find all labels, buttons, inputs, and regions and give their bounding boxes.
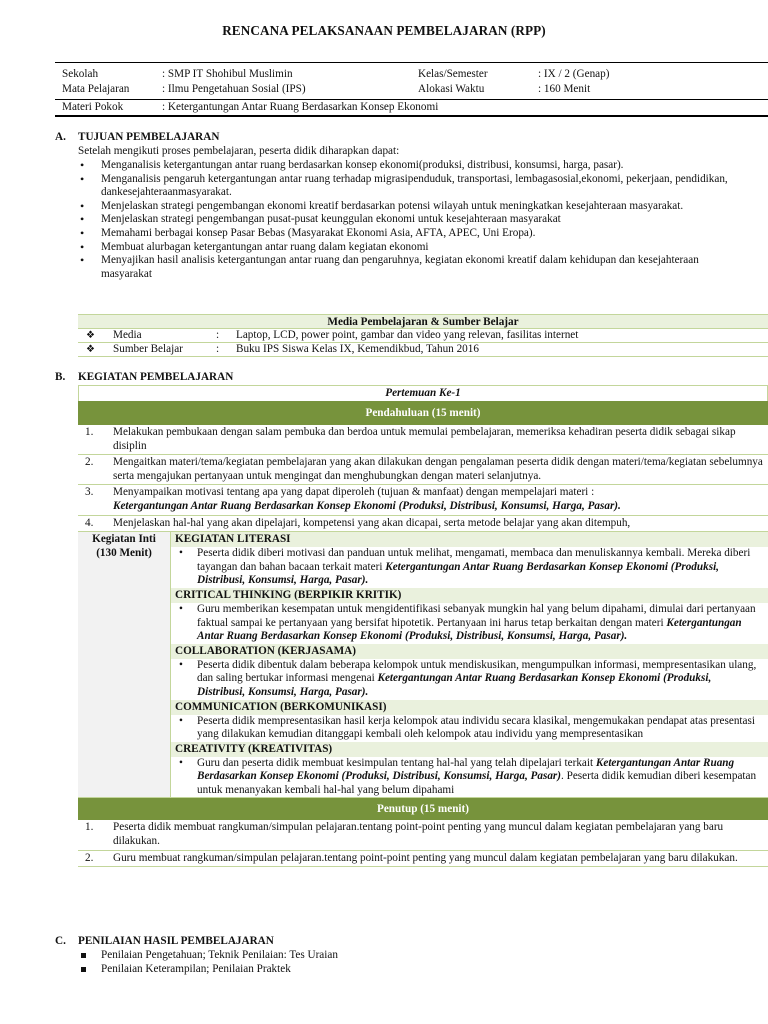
list-item: • Menjelaskan strategi pengembangan ekonomi kreatif berdasarkan potensi wilayah untuk meningkatkan kesejahteraan masyarakat. (78, 200, 748, 214)
row-text: Menjelaskan hal-hal yang akan dipelajari, kompetensi yang akan dicapai, serta metode belajar yang akan ditempuh, (113, 516, 631, 529)
alokasi-value: : 160 Menit (538, 83, 591, 95)
mapel-label: Mata Pelajaran (62, 83, 130, 95)
section-c-letter: C. (55, 935, 66, 947)
creat-emphasis: Ketergantungan Antar Ruang Berdasarkan Konsep Ekonomi (Produksi, Distribusi, Konsumsi, Harga, Pasar) (197, 756, 735, 783)
kelas-value: : IX / 2 (Genap) (538, 68, 610, 80)
comm-heading: COMMUNICATION (BERKOMUNIKASI) (171, 700, 768, 715)
row-text: Guru membuat rangkuman/simpulan pelajaran.tentang point-point penting yang muncul dalam kegiatan pembelajaran yang baru dilakukan. (113, 851, 738, 864)
inti-label-line-2: (130 Menit) (96, 546, 152, 559)
penutup-header: Penutup (15 menit) (78, 798, 768, 820)
critical-item (171, 603, 768, 644)
row-number: 3. (85, 486, 94, 499)
list-item: • Menyajikan hasil analisis ketergantungan antar ruang dan pengaruhnya, kegiatan ekonomi kreatif dalam kehidupan dan kesejahteraan masyarakat (78, 254, 748, 281)
critical-heading: CRITICAL THINKING (BERPIKIR KRITIK) (171, 588, 768, 603)
pertemuan-header: Pertemuan Ke-1 (78, 385, 768, 401)
document-title: RENCANA PELAKSANAAN PEMBELAJARAN (RPP) (222, 23, 546, 38)
media-table-header: Media Pembelajaran & Sumber Belajar (78, 314, 768, 329)
penilaian-list (78, 949, 338, 976)
kegiatan-inti-block (78, 532, 768, 798)
row-text: Peserta didik membuat rangkuman/simpulan pelajaran.tentang point-point penting yang muncul dalam kegiatan pembelajaran yang baru dilakukan. (113, 821, 724, 848)
kegiatan-table (78, 385, 768, 867)
mapel-value: : Ilmu Pengetahuan Sosial (IPS) (162, 83, 306, 95)
list-item: • Menganalisis ketergantungan antar ruang berdasarkan konsep ekonomi(produksi, distribusi, konsumsi, harga, pasar). (78, 159, 748, 173)
critical-text: Guru memberikan kesempatan untuk mengidentifikasi sebanyak mungkin hal yang belum dipahami, dimulai dari pertanyaan faktual sampai ke pertanyaan yang bersifat hipotetik. Pertanyaan ini harus tetap berkaitan dengan materi (197, 602, 756, 629)
list-item: • Membuat alurbagan ketergantungan antar ruang dalam kegiatan ekonomi (78, 241, 748, 255)
row-number: 2. (85, 851, 94, 864)
sekolah-label: Sekolah (62, 68, 99, 80)
alokasi-label: Alokasi Waktu (418, 83, 485, 95)
collab-heading: COLLABORATION (KERJASAMA) (171, 644, 768, 659)
kegiatan-inti-label (78, 532, 171, 797)
table-row (78, 516, 768, 533)
identity-table (55, 62, 768, 117)
sekolah-value: : SMP IT Shohibul Muslimin (162, 68, 293, 80)
table-row (78, 485, 768, 515)
identity-row-1 (55, 66, 768, 81)
section-a-letter: A. (55, 131, 66, 143)
creat-item (171, 757, 768, 798)
row-text: Melakukan pembukaan dengan salam pembuka dan berdoa untuk memulai pembelajaran, memeriksa kehadiran peserta didik sebagai sikap disiplin (113, 426, 736, 452)
sumber-row (78, 343, 768, 357)
creat-heading: CREATIVITY (KREATIVITAS) (171, 742, 768, 757)
creat-text: Guru dan peserta didik membuat kesimpulan tentang hal-hal yang telah dipelajari terkait (197, 756, 594, 769)
section-b-title: KEGIATAN PEMBELAJARAN (78, 371, 234, 383)
materi-label: Materi Pokok (62, 101, 124, 113)
list-item: • Menganalisis pengaruh ketergantungan antar ruang terhadap migrasipenduduk, transportasi, lembagasosial,ekonomi, pekerjaan, pendidikan, dankesejahteraanmasyarakat. (78, 173, 748, 200)
literasi-heading: KEGIATAN LITERASI (171, 532, 768, 547)
list-item: Penilaian Keterampilan; Penilaian Praktek (78, 963, 338, 977)
inti-label-line-1: Kegiatan Inti (92, 533, 156, 546)
list-item: • Memahami berbagai konsep Pasar Bebas (Masyarakat Ekonomi Asia, AFTA, APEC, Uni Eropa). (78, 227, 748, 241)
comm-item (171, 715, 768, 742)
creat-tail: . Peserta didik kemudian diberi kesempatan untuk menanyakan kembali hal-hal yang belum dipahami (197, 770, 757, 796)
row-number: 2. (85, 456, 94, 469)
row-number: 1. (85, 821, 94, 834)
diamond-bullet-icon: ❖ (86, 330, 95, 341)
tujuan-list (78, 159, 748, 281)
row-emphasis: Ketergantungan Antar Ruang Berdasarkan Konsep Ekonomi (Produksi, Distribusi, Konsumsi, Harga, Pasar). (113, 499, 621, 512)
table-row (78, 820, 768, 850)
table-row (78, 425, 768, 455)
literasi-text: Peserta didik diberi motivasi dan panduan untuk melihat, mengamati, membaca dan menuliskannya kembali. Mereka diberi tayangan dan bahan bacaan terkait materi (197, 547, 751, 573)
section-a-intro: Setelah mengikuti proses pembelajaran, peserta didik diharapkan dapat: (78, 145, 400, 157)
row-text: Mengaitkan materi/tema/kegiatan pembelajaran yang akan dilakukan dengan pengalaman peserta didik dengan materi/tema/kegiatan sebelumnya serta mengajukan pertanyaan untuk mengingat dan menghubungkan dengan materi selanjutnya. (113, 456, 763, 482)
sumber-key: Sumber Belajar (113, 343, 183, 355)
section-b-letter: B. (55, 371, 66, 383)
list-item: Penilaian Pengetahuan; Teknik Penilaian: Tes Uraian (78, 949, 338, 963)
collab-text: Peserta didik dibentuk dalam beberapa kelompok untuk mendiskusikan, mengumpulkan informasi, mempresentasikan ulang, dan saling bertukar informasi mengenai (197, 658, 757, 685)
row-number: 4. (85, 516, 94, 529)
identity-row-3 (55, 99, 768, 116)
section-b-heading (55, 371, 233, 385)
list-item: • Menjelaskan strategi pengembangan pusat-pusat keunggulan ekonomi untuk kesejahteraan masyarakat (78, 213, 748, 227)
media-row (78, 329, 768, 343)
kegiatan-inti-body (171, 532, 768, 797)
sumber-colon: : (216, 343, 220, 355)
pendahuluan-header: Pendahuluan (15 menit) (78, 401, 768, 425)
sumber-value: Buku IPS Siswa Kelas IX, Kemendikbud, Tahun 2016 (236, 343, 479, 355)
collab-item (171, 659, 768, 700)
section-a-title: TUJUAN PEMBELAJARAN (78, 131, 220, 143)
materi-value: : Ketergantungan Antar Ruang Berdasarkan Konsep Ekonomi (162, 101, 439, 113)
literasi-item (171, 547, 768, 588)
section-c-title: PENILAIAN HASIL PEMBELAJARAN (78, 935, 274, 947)
media-key: Media (113, 329, 142, 341)
section-a-heading (55, 131, 219, 145)
table-row (78, 851, 768, 868)
critical-emphasis: Ketergantungan Antar Ruang Berdasarkan Konsep Ekonomi (Produksi, Distribusi, Konsumsi, Harga, Pasar). (197, 616, 742, 643)
comm-text: Peserta didik mempresentasikan hasil kerja kelompok atau individu secara klasikal, mengemukakan pendapat atas presentasi yang dilakukan kemudian ditanggapi kembali oleh kelompok atau individu yang mempresentasikan (197, 714, 755, 741)
media-value: Laptop, LCD, power point, gambar dan video yang relevan, fasilitas internet (236, 329, 579, 341)
collab-emphasis: Ketergantungan Antar Ruang Berdasarkan Konsep Ekonomi (Produksi, Distribusi, Konsumsi, Harga, Pasar). (197, 672, 712, 698)
identity-row-2 (55, 81, 768, 96)
media-table (78, 314, 768, 357)
kelas-label: Kelas/Semester (418, 68, 488, 80)
literasi-emphasis: Ketergantungan Antar Ruang Berdasarkan Konsep Ekonomi (Produksi, Distribusi, Konsumsi, Harga, Pasar). (197, 560, 719, 587)
row-text: Menyampaikan motivasi tentang apa yang dapat diperoleh (tujuan & manfaat) dengan mempelajari materi : (113, 486, 595, 499)
diamond-bullet-icon: ❖ (86, 344, 95, 355)
media-colon: : (216, 329, 220, 341)
row-number: 1. (85, 426, 94, 438)
table-row (78, 455, 768, 485)
section-c-heading (55, 935, 274, 949)
